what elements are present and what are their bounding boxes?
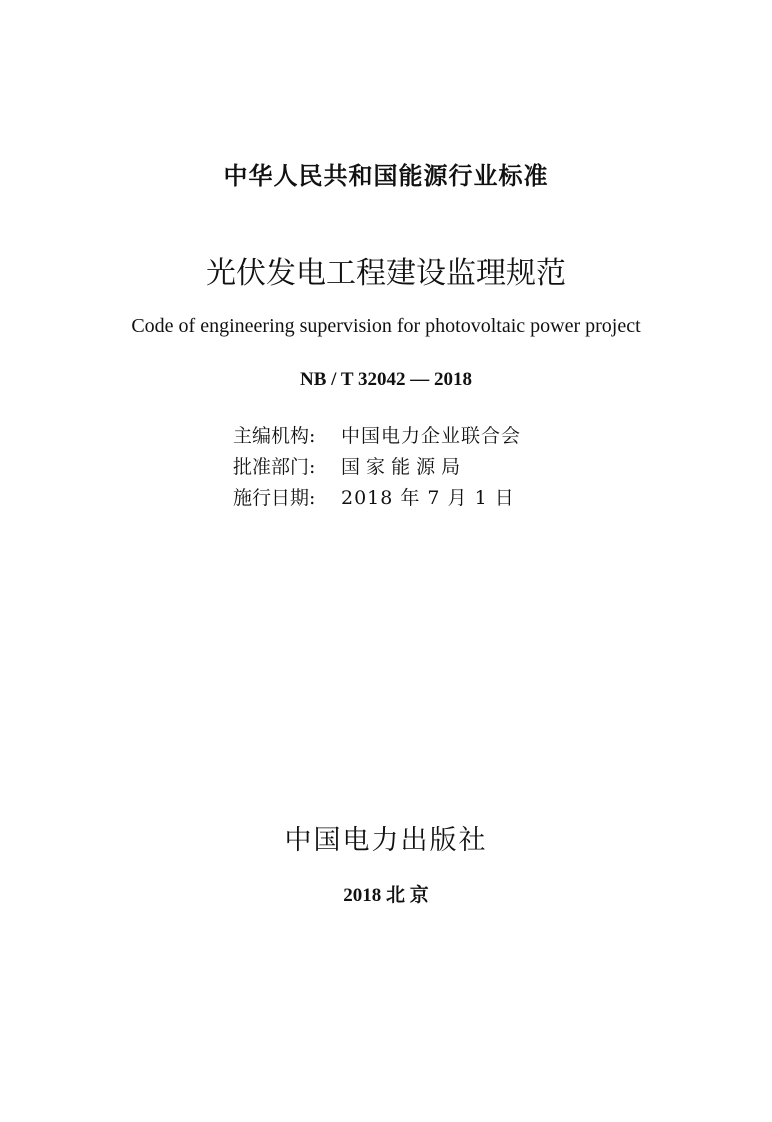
approver-value: 国 家 能 源 局 xyxy=(341,456,461,478)
editor-value: 中国电力企业联合会 xyxy=(341,425,522,447)
editor-label: 主编机构: xyxy=(233,425,316,447)
publisher-name: 中国电力出版社 xyxy=(284,825,488,856)
standard-number: NB / T 32042 — 2018 xyxy=(300,369,472,390)
effective-date-row xyxy=(233,483,521,514)
document-title-chinese: 光伏发电工程建设监理规范 xyxy=(206,256,566,291)
effective-date-label: 施行日期: xyxy=(233,487,316,509)
imprint-year-city: 2018 北 京 xyxy=(343,885,429,906)
editor-row xyxy=(233,421,521,452)
standard-metadata xyxy=(233,421,521,514)
effective-date-value: 2018 年 7 月 1 日 xyxy=(341,487,515,509)
approver-row xyxy=(233,452,521,483)
standard-series-title: 中华人民共和国能源行业标准 xyxy=(223,162,549,190)
document-title-english: Code of engineering supervision for photovoltaic power project xyxy=(131,315,641,337)
approver-label: 批准部门: xyxy=(233,456,316,478)
